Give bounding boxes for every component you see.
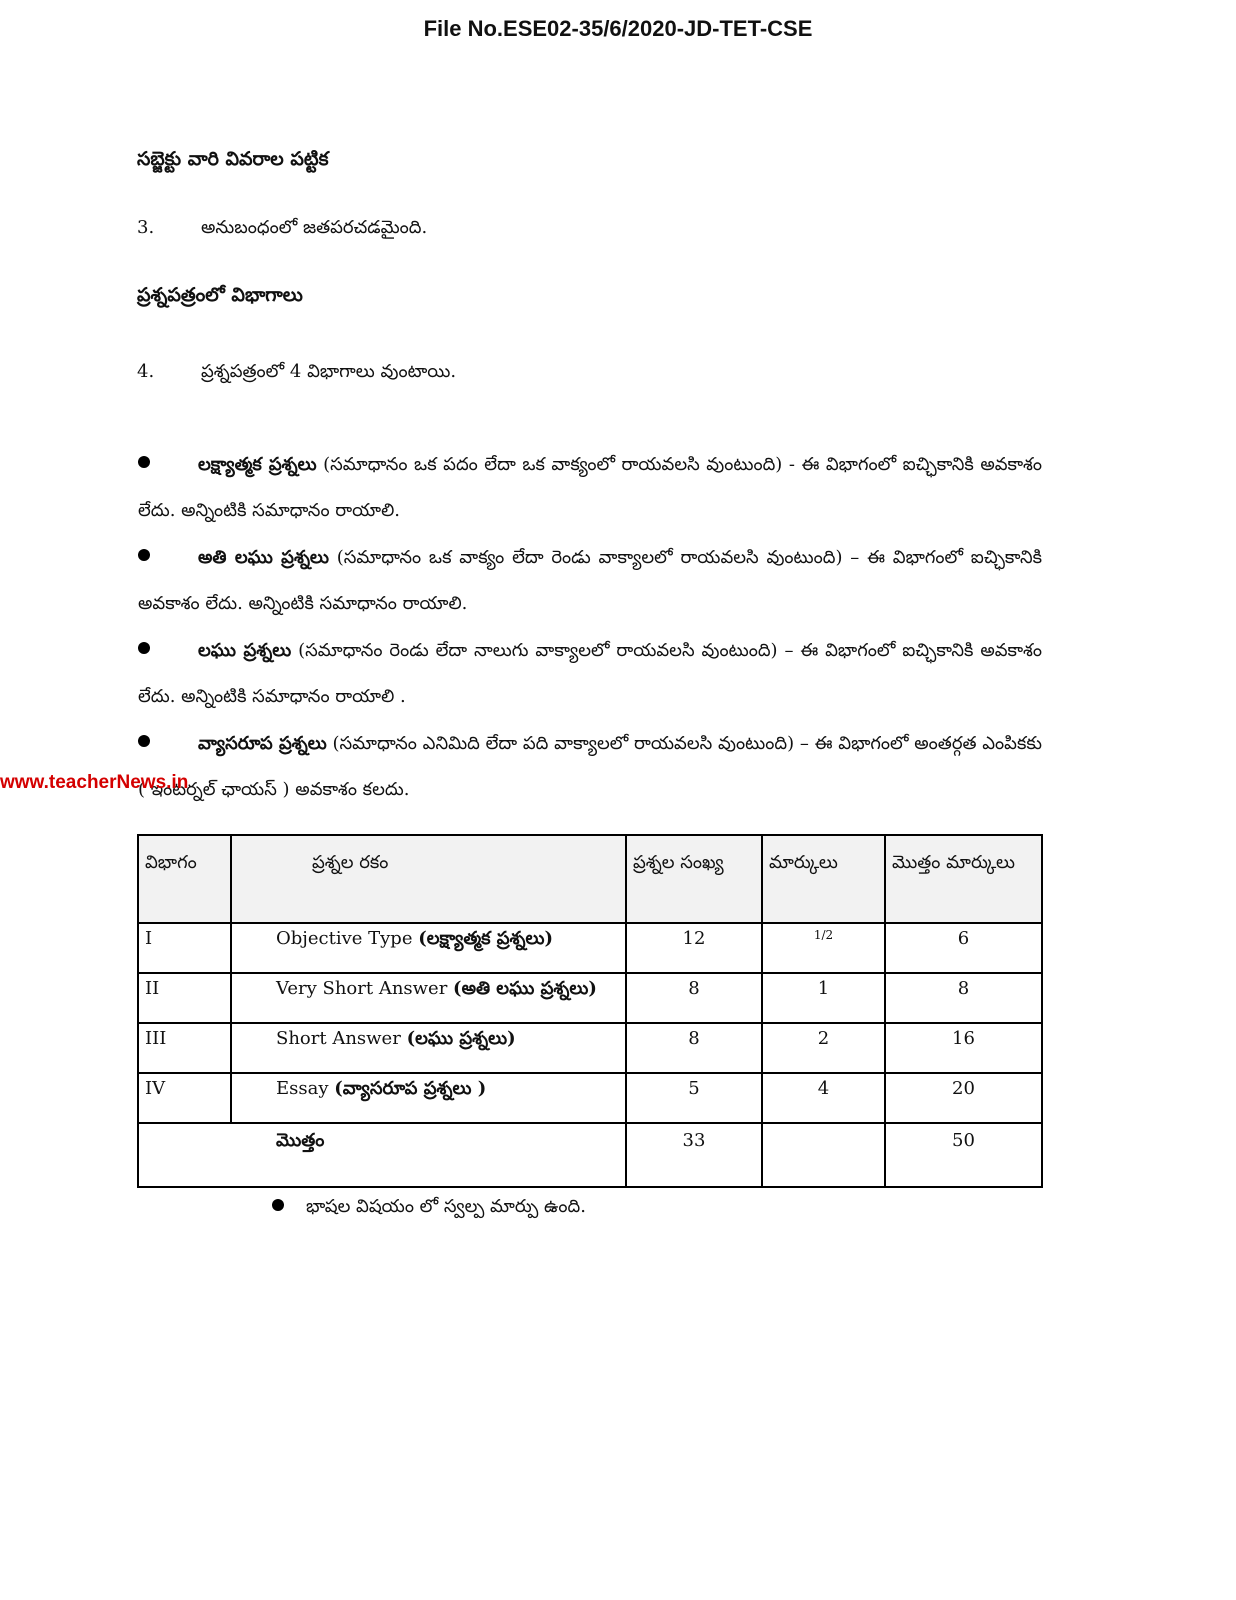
bullet-icon xyxy=(138,735,150,747)
bullet-text: (సమాధానం ఎనిమిది లేదా పది వాక్యాలలో రాయవలసి వుంటుంది) – ఈ విభాగంలో అంతర్గత ఎంపికకు ( ఇంటర్నల్ ఛాయస్ ) అవకాశం కలదు. xyxy=(138,733,1042,800)
type-english: Objective Type xyxy=(276,928,413,949)
type-english: Essay xyxy=(276,1078,329,1099)
bullet-icon xyxy=(138,642,150,654)
final-note xyxy=(272,1196,586,1221)
bullet-bold-term: వ్యాసరూప ప్రశ్నలు xyxy=(198,733,327,754)
bullet-objective xyxy=(138,442,1042,534)
cell-total: 16 xyxy=(885,1023,1042,1073)
header-question-count: ప్రశ్నల సంఖ్య xyxy=(626,835,762,923)
table-row xyxy=(138,923,1042,973)
cell-section: III xyxy=(138,1023,231,1073)
cell-total: 8 xyxy=(885,973,1042,1023)
cell-count: 8 xyxy=(626,973,762,1023)
total-marks xyxy=(762,1123,885,1187)
type-english: Very Short Answer xyxy=(276,978,448,999)
bullet-icon xyxy=(272,1199,284,1211)
bullet-bold-term: అతి లఘు ప్రశ్నలు xyxy=(198,547,329,568)
cell-count: 5 xyxy=(626,1073,762,1123)
total-label xyxy=(138,1123,626,1187)
type-telugu: (వ్యాసరూప ప్రశ్నలు ) xyxy=(334,1078,487,1099)
header-marks: మార్కులు xyxy=(762,835,885,923)
cell-question-type xyxy=(231,923,626,973)
paragraph-number: 4. xyxy=(137,361,155,382)
bullet-text: (సమాధానం రెండు లేదా నాలుగు వాక్యాలలో రాయవలసి వుంటుంది) – ఈ విభాగంలో ఐచ్ఛికానికి అవకాశం లేదు. అన్నింటికి సమాధానం రాయాలి . xyxy=(138,640,1042,707)
total-count: 33 xyxy=(626,1123,762,1187)
cell-marks: 1 xyxy=(762,973,885,1023)
cell-section: IV xyxy=(138,1073,231,1123)
bullet-bold-term: లక్ష్యాత్మక ప్రశ్నలు xyxy=(198,454,317,475)
cell-marks: 4 xyxy=(762,1073,885,1123)
table-row xyxy=(138,1023,1042,1073)
table-row xyxy=(138,1073,1042,1123)
cell-section: I xyxy=(138,923,231,973)
cell-section: II xyxy=(138,973,231,1023)
bullet-essay xyxy=(138,721,1042,813)
paragraph-3 xyxy=(137,217,1037,243)
paragraph-number: 3. xyxy=(137,217,155,238)
bullet-icon xyxy=(138,549,150,561)
final-note-text: భాషల విషయం లో స్వల్ప మార్పు ఉంది. xyxy=(306,1196,586,1217)
bullet-text: (సమాధానం ఒక పదం లేదా ఒక వాక్యంలో రాయవలసి వుంటుంది) - ఈ విభాగంలో ఐచ్ఛికానికి అవకాశం లేదు. అన్నింటికి సమాధానం రాయాలి. xyxy=(138,454,1042,521)
paragraph-text: అనుబంధంలో జతపరచడమైంది. xyxy=(201,217,428,238)
cell-question-type xyxy=(231,1023,626,1073)
section-heading-paper-sections: ప్రశ్నపత్రంలో విభాగాలు xyxy=(137,284,303,306)
cell-total: 6 xyxy=(885,923,1042,973)
table-header-row xyxy=(138,835,1042,923)
type-telugu: (లక్ష్యాత్మక ప్రశ్నలు) xyxy=(418,928,554,949)
bullet-short xyxy=(138,628,1042,720)
header-total-marks: మొత్తం మార్కులు xyxy=(885,835,1042,923)
bullet-bold-term: లఘు ప్రశ్నలు xyxy=(198,640,292,661)
section-heading-subject-details: సబ్జెక్టు వారి వివరాల పట్టిక xyxy=(137,148,329,170)
bullet-icon xyxy=(138,456,150,468)
total-total: 50 xyxy=(885,1123,1042,1187)
type-telugu: (అతి లఘు ప్రశ్నలు) xyxy=(453,978,597,999)
paragraph-text: ప్రశ్నపత్రంలో 4 విభాగాలు వుంటాయి. xyxy=(201,361,457,382)
cell-question-type xyxy=(231,973,626,1023)
cell-marks xyxy=(762,923,885,973)
table-total-row xyxy=(138,1123,1042,1187)
bullet-very-short xyxy=(138,535,1042,627)
type-telugu: (లఘు ప్రశ్నలు) xyxy=(406,1028,516,1049)
marks-fraction: 1/2 xyxy=(813,928,834,942)
cell-question-type xyxy=(231,1073,626,1123)
paragraph-4 xyxy=(137,361,1037,387)
cell-count: 8 xyxy=(626,1023,762,1073)
cell-count: 12 xyxy=(626,923,762,973)
file-number-header: File No.ESE02-35/6/2020-JD-TET-CSE xyxy=(423,16,813,41)
table-row xyxy=(138,973,1042,1023)
marks-table xyxy=(137,834,1043,1188)
type-english: Short Answer xyxy=(276,1028,401,1049)
cell-total: 20 xyxy=(885,1073,1042,1123)
cell-marks: 2 xyxy=(762,1023,885,1073)
header-question-type: ప్రశ్నల రకం xyxy=(231,835,626,923)
watermark-link[interactable]: www.teacherNews.in xyxy=(0,772,189,793)
header-section: విభాగం xyxy=(138,835,231,923)
bullet-text: (సమాధానం ఒక వాక్యం లేదా రెండు వాక్యాలలో రాయవలసి వుంటుంది) – ఈ విభాగంలో ఐచ్ఛికానికి అవకాశం లేదు. అన్నింటికి సమాధానం రాయాలి. xyxy=(138,547,1042,614)
total-label-text: మొత్తం xyxy=(276,1130,325,1151)
